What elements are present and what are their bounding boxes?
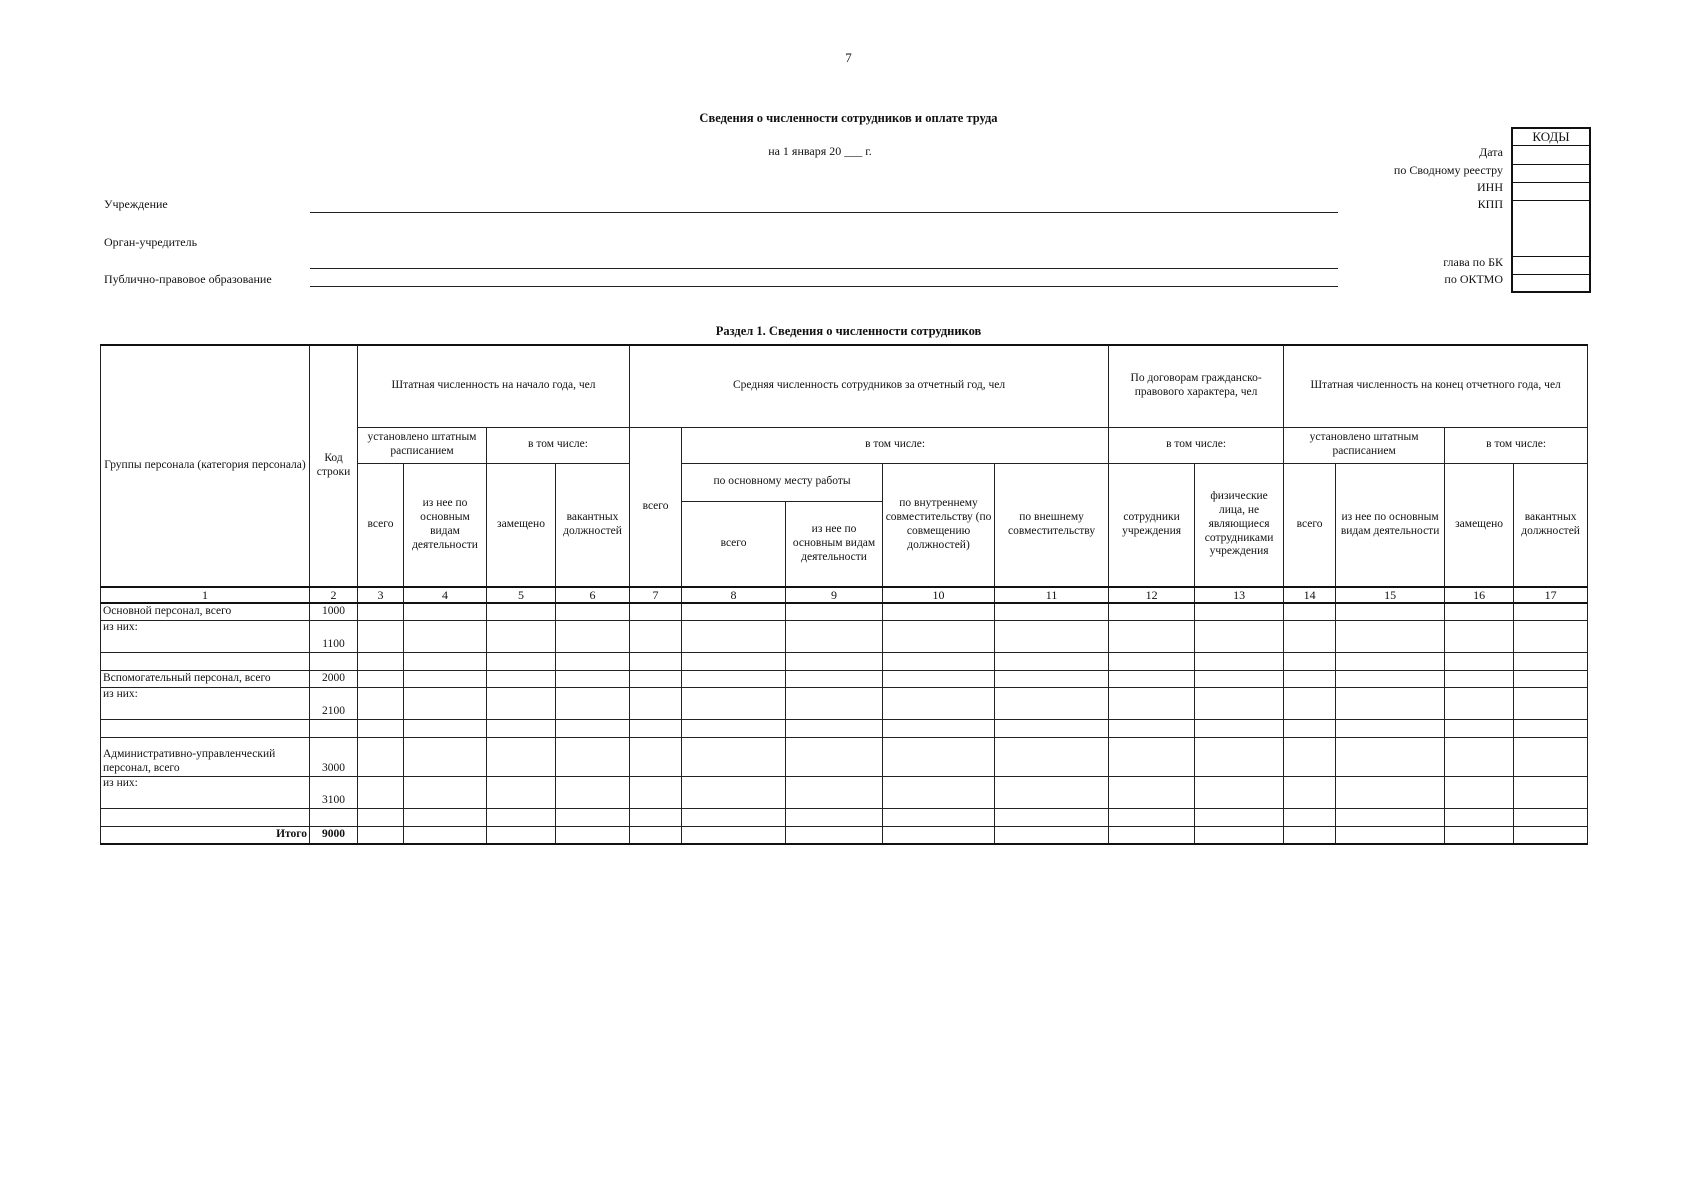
public-entity-field[interactable] (310, 286, 1338, 287)
data-cell[interactable] (1195, 687, 1284, 719)
data-cell[interactable] (1514, 826, 1588, 844)
row-code: 1100 (310, 620, 358, 652)
data-cell[interactable] (1109, 719, 1195, 737)
code-label-kpp: КПП (1477, 197, 1503, 211)
codes-header: КОДЫ (1513, 129, 1589, 146)
end-total-header: всего (1284, 463, 1336, 587)
table-row (101, 603, 1588, 620)
table-row (101, 652, 1588, 670)
col-num: 1 (101, 587, 310, 603)
data-cell[interactable] (1445, 670, 1514, 687)
data-cell[interactable] (786, 652, 883, 670)
data-cell[interactable] (1195, 737, 1284, 776)
data-cell[interactable] (995, 670, 1109, 687)
avg-count-header: Средняя численность сотрудников за отчетный год, чел (630, 345, 1109, 427)
public-entity-label: Публично-правовое образование (104, 272, 272, 286)
data-cell[interactable] (995, 687, 1109, 719)
external-part-time-header: по внешнему совместительству (995, 463, 1109, 587)
data-cell[interactable] (556, 652, 630, 670)
data-cell[interactable] (1284, 652, 1336, 670)
data-cell[interactable] (1514, 737, 1588, 776)
data-cell[interactable] (1195, 826, 1284, 844)
data-cell[interactable] (487, 826, 556, 844)
col-num: 16 (1445, 587, 1514, 603)
section-title: Раздел 1. Сведения о численности сотрудников (715, 324, 982, 338)
row-code: 3100 (310, 776, 358, 808)
data-cell[interactable] (1109, 737, 1195, 776)
data-cell[interactable] (883, 603, 995, 620)
col-num: 15 (1336, 587, 1445, 603)
data-cell[interactable] (995, 808, 1109, 826)
civil-contracts-header: По договорам гражданско-правового характера, чел (1109, 345, 1284, 427)
data-cell[interactable] (358, 670, 404, 687)
data-cell[interactable] (404, 670, 487, 687)
col-num: 10 (883, 587, 995, 603)
data-cell[interactable] (995, 603, 1109, 620)
start-main-activities-header: из нее по основным видам деятельности (404, 463, 487, 587)
civil-including-header: в том числе: (1109, 427, 1284, 463)
data-cell[interactable] (630, 620, 682, 652)
main-workplace-total-header: всего (682, 501, 786, 587)
data-cell[interactable] (358, 687, 404, 719)
main-workplace-header: по основному месту работы (682, 463, 883, 501)
data-cell[interactable] (556, 719, 630, 737)
data-cell[interactable] (556, 776, 630, 808)
data-cell[interactable] (1336, 620, 1445, 652)
data-cell[interactable] (1284, 719, 1336, 737)
data-cell[interactable] (358, 620, 404, 652)
row-code: 2000 (310, 670, 358, 687)
institution-field[interactable] (310, 212, 1338, 213)
data-cell[interactable] (786, 687, 883, 719)
data-cell[interactable] (1336, 652, 1445, 670)
start-filled-header: замещено (487, 463, 556, 587)
code-label-bk: глава по БК (1443, 255, 1503, 269)
data-cell[interactable] (1284, 620, 1336, 652)
data-cell[interactable] (1514, 719, 1588, 737)
data-cell[interactable] (786, 808, 883, 826)
data-cell[interactable] (1195, 652, 1284, 670)
data-cell[interactable] (1195, 776, 1284, 808)
col-num: 7 (630, 587, 682, 603)
data-cell[interactable] (682, 808, 786, 826)
total-label: Итого (101, 826, 310, 844)
row-code (310, 719, 358, 737)
data-cell[interactable] (1445, 737, 1514, 776)
staff-start-header: Штатная численность на начало года, чел (358, 345, 630, 427)
col-num: 13 (1195, 587, 1284, 603)
page-number: 7 (845, 50, 852, 65)
data-cell[interactable] (1284, 737, 1336, 776)
data-cell[interactable] (1445, 719, 1514, 737)
total-row (101, 826, 1588, 844)
table-row (101, 670, 1588, 687)
data-cell[interactable] (1284, 687, 1336, 719)
data-cell[interactable] (358, 737, 404, 776)
data-cell[interactable] (995, 652, 1109, 670)
col-num: 12 (1109, 587, 1195, 603)
data-cell[interactable] (682, 687, 786, 719)
start-total-header: всего (358, 463, 404, 587)
col-num: 11 (995, 587, 1109, 603)
data-cell[interactable] (995, 620, 1109, 652)
data-cell[interactable] (1195, 620, 1284, 652)
data-cell[interactable] (1514, 670, 1588, 687)
col-groups-header: Группы персонала (категория персонала) (101, 345, 310, 587)
data-cell[interactable] (1109, 687, 1195, 719)
data-cell[interactable] (682, 603, 786, 620)
data-cell[interactable] (404, 687, 487, 719)
staff-end-established-header: установлено штатным расписанием (1284, 427, 1445, 463)
data-cell[interactable] (995, 737, 1109, 776)
data-cell[interactable] (358, 603, 404, 620)
data-cell[interactable] (883, 652, 995, 670)
founder-field[interactable] (310, 268, 1338, 269)
data-cell[interactable] (487, 776, 556, 808)
row-label (101, 719, 310, 737)
code-inn-cell[interactable] (1513, 183, 1589, 201)
data-cell[interactable] (630, 808, 682, 826)
data-cell[interactable] (682, 826, 786, 844)
data-cell[interactable] (404, 737, 487, 776)
data-cell[interactable] (1195, 719, 1284, 737)
data-cell[interactable] (883, 737, 995, 776)
data-cell[interactable] (786, 776, 883, 808)
data-cell[interactable] (630, 652, 682, 670)
data-cell[interactable] (1445, 620, 1514, 652)
end-filled-header: замещено (1445, 463, 1514, 587)
row-label: Основной персонал, всего (101, 603, 310, 620)
data-cell[interactable] (995, 719, 1109, 737)
data-cell[interactable] (1445, 652, 1514, 670)
data-cell[interactable] (1195, 603, 1284, 620)
code-label-registry: по Сводному реестру (1393, 163, 1503, 177)
data-cell[interactable] (1195, 670, 1284, 687)
data-cell[interactable] (1284, 826, 1336, 844)
data-cell[interactable] (786, 620, 883, 652)
row-code: 3000 (310, 737, 358, 776)
staff-table (100, 344, 1588, 845)
col-num: 9 (786, 587, 883, 603)
data-cell[interactable] (1445, 687, 1514, 719)
data-cell[interactable] (786, 737, 883, 776)
code-label-inn: ИНН (1477, 180, 1503, 194)
data-cell[interactable] (404, 808, 487, 826)
data-cell[interactable] (358, 776, 404, 808)
data-cell[interactable] (1336, 603, 1445, 620)
data-cell[interactable] (556, 808, 630, 826)
start-vacant-header: вакантных должностей (556, 463, 630, 587)
data-cell[interactable] (630, 737, 682, 776)
row-code: 2100 (310, 687, 358, 719)
data-cell[interactable] (556, 603, 630, 620)
data-cell[interactable] (556, 737, 630, 776)
staff-start-established-header: установлено штатным расписанием (358, 427, 487, 463)
col-code-header: Код строки (310, 345, 358, 587)
row-label (101, 808, 310, 826)
data-cell[interactable] (404, 776, 487, 808)
end-main-activities-header: из нее по основным видам деятельности (1336, 463, 1445, 587)
data-cell[interactable] (883, 687, 995, 719)
data-cell[interactable] (1336, 670, 1445, 687)
codes-box (1511, 127, 1591, 293)
data-cell[interactable] (682, 776, 786, 808)
col-num: 2 (310, 587, 358, 603)
data-cell[interactable] (358, 652, 404, 670)
col-num: 4 (404, 587, 487, 603)
data-cell[interactable] (1514, 776, 1588, 808)
col-num: 3 (358, 587, 404, 603)
data-cell[interactable] (630, 776, 682, 808)
data-cell[interactable] (1109, 652, 1195, 670)
col-num: 14 (1284, 587, 1336, 603)
data-cell[interactable] (556, 826, 630, 844)
data-cell[interactable] (1514, 808, 1588, 826)
staff-end-header: Штатная численность на конец отчетного года, чел (1284, 345, 1588, 427)
data-cell[interactable] (883, 826, 995, 844)
data-cell[interactable] (1109, 826, 1195, 844)
data-cell[interactable] (786, 670, 883, 687)
data-cell[interactable] (1284, 603, 1336, 620)
data-cell[interactable] (1445, 808, 1514, 826)
data-cell[interactable] (1336, 719, 1445, 737)
avg-including-header: в том числе: (682, 427, 1109, 463)
row-label (101, 652, 310, 670)
data-cell[interactable] (1284, 670, 1336, 687)
row-code (310, 808, 358, 826)
data-cell[interactable] (630, 670, 682, 687)
data-cell[interactable] (404, 603, 487, 620)
data-cell[interactable] (487, 670, 556, 687)
data-cell[interactable] (883, 719, 995, 737)
data-cell[interactable] (556, 670, 630, 687)
data-cell[interactable] (487, 719, 556, 737)
data-cell[interactable] (1445, 826, 1514, 844)
staff-start-including-header: в том числе: (487, 427, 630, 463)
data-cell[interactable] (404, 652, 487, 670)
table-row (101, 776, 1588, 808)
code-kpp-cell[interactable] (1513, 201, 1589, 257)
data-cell[interactable] (1284, 808, 1336, 826)
code-label-oktmo: по ОКТМО (1444, 272, 1503, 286)
data-cell[interactable] (995, 776, 1109, 808)
data-cell[interactable] (487, 687, 556, 719)
avg-total-header: всего (630, 427, 682, 587)
data-cell[interactable] (1336, 687, 1445, 719)
data-cell[interactable] (404, 719, 487, 737)
data-cell[interactable] (630, 603, 682, 620)
data-cell[interactable] (1109, 776, 1195, 808)
data-cell[interactable] (682, 737, 786, 776)
data-cell[interactable] (682, 620, 786, 652)
data-cell[interactable] (1195, 808, 1284, 826)
data-cell[interactable] (487, 620, 556, 652)
data-cell[interactable] (487, 737, 556, 776)
data-cell[interactable] (1514, 603, 1588, 620)
data-cell[interactable] (630, 719, 682, 737)
data-cell[interactable] (630, 826, 682, 844)
staff-end-including-header: в том числе: (1445, 427, 1588, 463)
data-cell[interactable] (1109, 603, 1195, 620)
main-workplace-main-activities-header: из нее по основным видам деятельности (786, 501, 883, 587)
row-label: Вспомогательный персонал, всего (101, 670, 310, 687)
data-cell[interactable] (995, 826, 1109, 844)
data-cell[interactable] (1336, 808, 1445, 826)
data-cell[interactable] (1336, 826, 1445, 844)
data-cell[interactable] (487, 603, 556, 620)
data-cell[interactable] (682, 652, 786, 670)
code-bk-cell[interactable] (1513, 257, 1589, 275)
data-cell[interactable] (1109, 620, 1195, 652)
code-registry-cell[interactable] (1513, 165, 1589, 183)
data-cell[interactable] (1445, 776, 1514, 808)
data-cell[interactable] (487, 652, 556, 670)
column-numbers-row (101, 587, 1588, 603)
data-cell[interactable] (1514, 620, 1588, 652)
data-cell[interactable] (1336, 776, 1445, 808)
data-cell[interactable] (358, 808, 404, 826)
code-date-cell[interactable] (1513, 146, 1589, 165)
data-cell[interactable] (682, 719, 786, 737)
data-cell[interactable] (682, 670, 786, 687)
end-vacant-header: вакантных должностей (1514, 463, 1588, 587)
col-num: 17 (1514, 587, 1588, 603)
data-cell[interactable] (1109, 670, 1195, 687)
table-row (101, 808, 1588, 826)
table-row (101, 719, 1588, 737)
code-label-date: Дата (1479, 145, 1503, 159)
col-num: 5 (487, 587, 556, 603)
data-cell[interactable] (883, 620, 995, 652)
data-cell[interactable] (404, 826, 487, 844)
row-code: 1000 (310, 603, 358, 620)
data-cell[interactable] (487, 808, 556, 826)
data-cell[interactable] (358, 826, 404, 844)
row-label: из них: (101, 620, 310, 652)
founder-label: Орган-учредитель (104, 235, 198, 249)
data-cell[interactable] (1514, 652, 1588, 670)
data-cell[interactable] (883, 776, 995, 808)
data-cell[interactable] (556, 687, 630, 719)
institution-label: Учреждение (104, 197, 168, 211)
code-oktmo-cell[interactable] (1513, 275, 1589, 291)
individuals-header: физические лица, не являющиеся сотрудниками учреждения (1195, 463, 1284, 587)
table-row (101, 687, 1588, 719)
table-row (101, 620, 1588, 652)
data-cell[interactable] (786, 603, 883, 620)
form-title: Сведения о численности сотрудников и оплате труда (699, 111, 998, 125)
data-cell[interactable] (1109, 808, 1195, 826)
data-cell[interactable] (1514, 687, 1588, 719)
data-cell[interactable] (786, 719, 883, 737)
data-cell[interactable] (358, 719, 404, 737)
data-cell[interactable] (883, 670, 995, 687)
data-cell[interactable] (1445, 603, 1514, 620)
col-num: 6 (556, 587, 630, 603)
report-date: на 1 января 20 ___ г. (768, 144, 872, 158)
institution-employees-header: сотрудники учреждения (1109, 463, 1195, 587)
row-code (310, 652, 358, 670)
data-cell[interactable] (786, 826, 883, 844)
data-cell[interactable] (1284, 776, 1336, 808)
total-code: 9000 (310, 826, 358, 844)
table-row (101, 737, 1588, 776)
row-label: из них: (101, 776, 310, 808)
row-label: Административно-управленческий персонал, всего (101, 737, 310, 776)
row-label: из них: (101, 687, 310, 719)
data-cell[interactable] (630, 687, 682, 719)
data-cell[interactable] (556, 620, 630, 652)
data-cell[interactable] (883, 808, 995, 826)
data-cell[interactable] (404, 620, 487, 652)
col-num: 8 (682, 587, 786, 603)
internal-part-time-header: по внутреннему совместительству (по совмещению должностей) (883, 463, 995, 587)
data-cell[interactable] (1336, 737, 1445, 776)
